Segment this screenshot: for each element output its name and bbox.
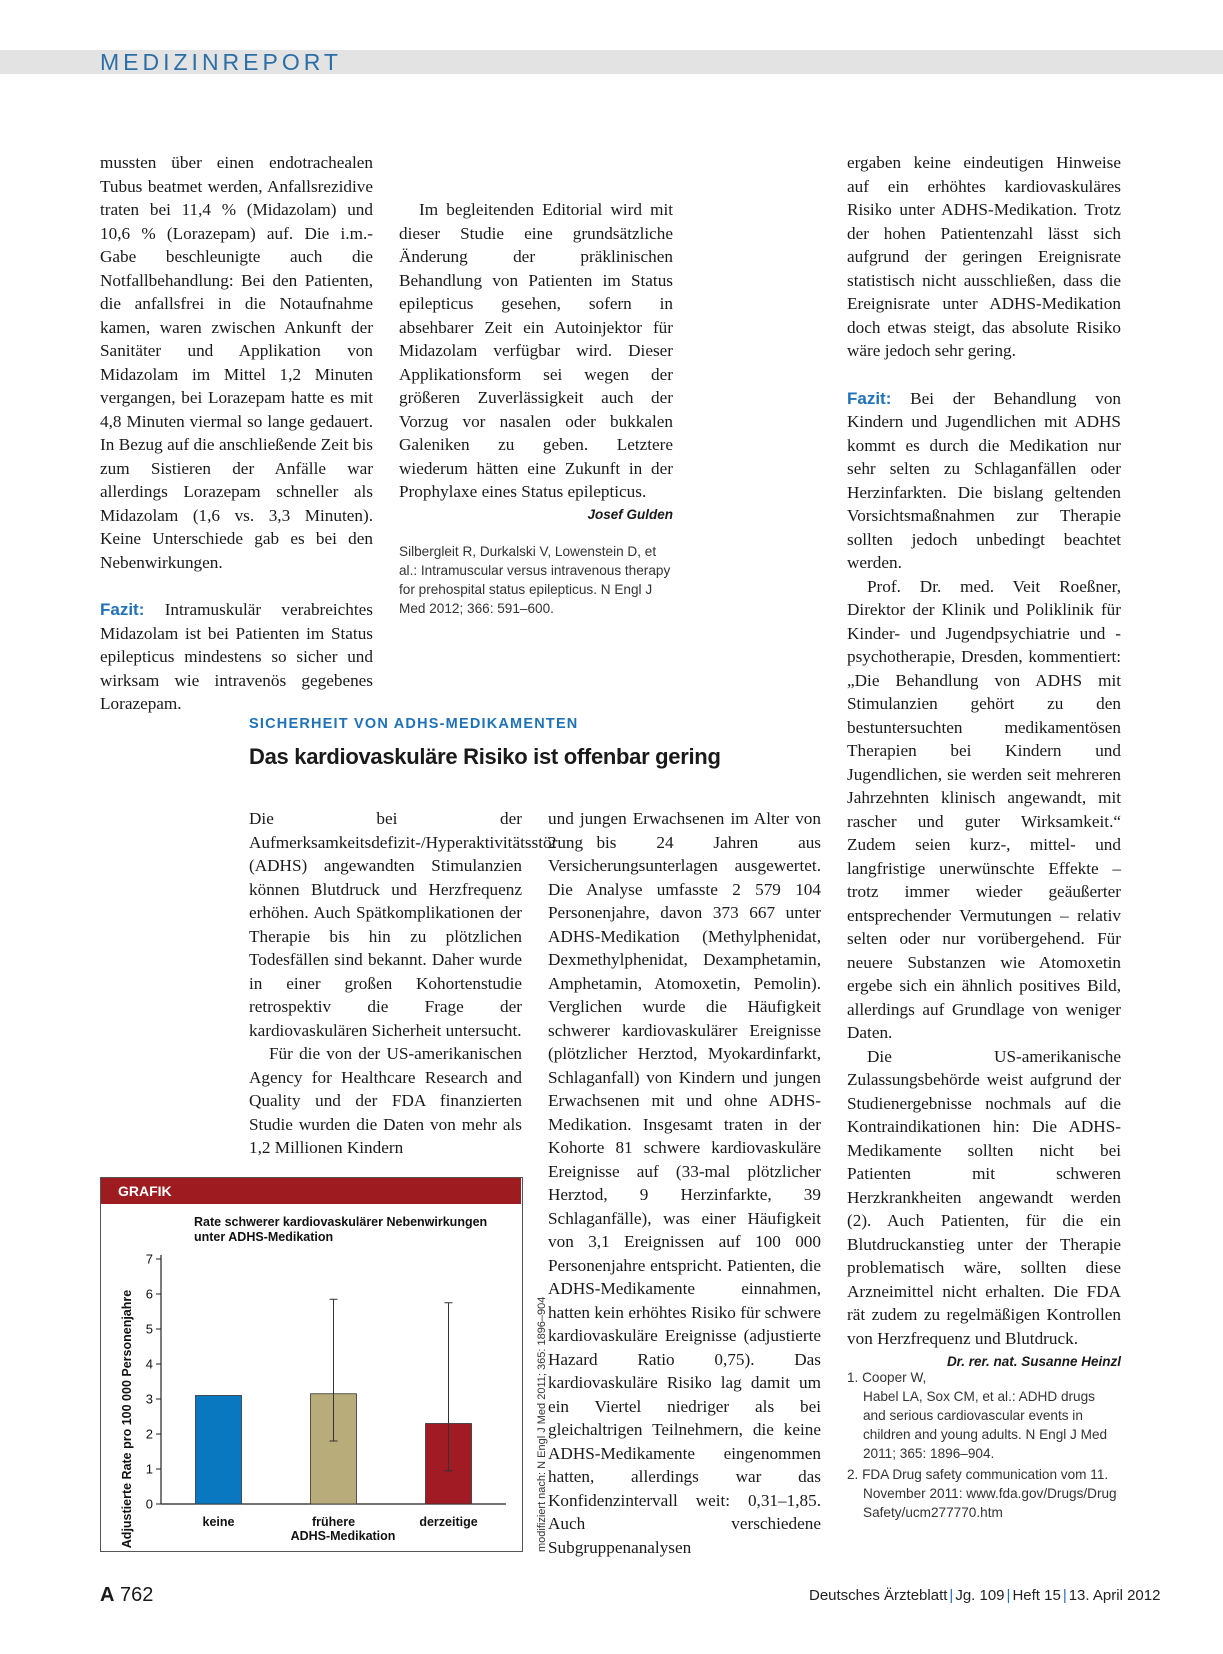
fazit-text: Intramuskulär verabreichtes Midazolam ist bei Patienten im Status epilepticus mindestens so sicher und wirksam wie intravenös gegebenes Lorazepam. [100, 600, 373, 713]
article2-kicker: SICHERHEIT VON ADHS-MEDIKAMENTEN [249, 716, 579, 732]
y-tick-label: 5 [145, 1321, 153, 1337]
category-label: derzeitige [419, 1515, 478, 1529]
article1-column-1 [100, 151, 373, 716]
article2-headline: Das kardiovaskuläre Risiko ist offenbar gering [249, 744, 721, 769]
x-axis-label: ADHS-Medikation [290, 1529, 396, 1543]
article2-results-paragraph: und jungen Erwachsenen im Alter von 2 bis 24 Jahren aus Versicherungsunterlagen ausgewertet. Die Analyse umfasste 2 579 104 Personenjahre, davon 373 667 unter ADHS-Medikation (Methylphenidat, Dexmethylphenidat, Dexamphetamin, Amphetamin, Atomoxetin, Pemolin). Verglichen wurde die Häufigkeit schwerer kardiovaskulärer Ereignisse (plötzlicher Herztod, Myokardinfarkt, Schlaganfall) von Kindern und jungen Erwachsenen mit und ohne ADHS-Medikation. Insgesamt traten in der Kohorte 81 schwere kardiovaskuläre Ereignisse auf (33-mal plötzlicher Herztod, 9 Herzinfarkte, 39 Schlaganfälle), was einer Häufigkeit von 3,1 Ereignissen auf 100 000 Personenjahre entspricht. Patienten, die ADHS-Medikamente einnahmen, hatten kein erhöhtes Risiko für schwere kardiovaskuläre Ereignisse (adjustierte Hazard Ratio 0,75). Das kardiovaskuläre Risiko lag damit um ein Viertel niedriger als bei gleichaltrigen Teilnehmern, die keine ADHS-Medikamente eingenommen hatten, allerdings war das Konfidenzintervall weit: 0,31–1,85. Auch verschiedene Subgruppenanalysen [548, 809, 821, 1557]
article1-author: Josef Gulden [587, 506, 673, 522]
reference-item: 2. FDA Drug safety communication vom 11. November 2011: www.fda.gov/Drugs/Drug Safety/ucm277770.htm [847, 1467, 1117, 1520]
footer-journal-info: Deutsches Ärzteblatt | Jg. 109 | Heft 15 | 13. April 2012 [809, 1587, 1161, 1604]
chart-title-line-2: unter ADHS-Medikation [194, 1230, 334, 1244]
article1-paragraph: mussten über einen endotrachealen Tubus beatmet werden, Anfallsrezidive traten bei 11,4 % (Midazolam) und 10,6 % (Lorazepam) auf. Die i.m.-Gabe beschleunigte auch die Notfallbehandlung: Bei den Patienten, die anfallsfrei in die Notaufnahme kamen, waren zwischen Ankunft der Sanitäter und Applikation von Midazolam im Mittel 1,2 Minuten vergangen, bei Lorazepam hatte es mit 4,8 Minuten viermal so lange gedauert. In Bezug auf die anschließende Zeit bis zum Sistieren der Anfälle war allerdings Lorazepam schneller als Midazolam (1,6 vs. 3,3 Minuten). Keine Unterschiede gab es bei den Nebenwirkungen. [100, 153, 373, 572]
y-tick-label: 1 [145, 1461, 153, 1477]
graphic-label: GRAFIK [101, 1178, 521, 1204]
category-label: frühere [311, 1515, 356, 1529]
article2-fazit [847, 387, 1121, 575]
page-number [100, 1584, 153, 1607]
chart-title-line-1: Rate schwerer kardiovaskulärer Nebenwirkungen [194, 1215, 488, 1229]
article2-column-a [249, 807, 584, 1160]
fda-text: Die US-amerikanische Zulassungsbehörde weist aufgrund der Studienergebnisse nochmals auf die Kontraindikationen hin: Die ADHS-Medikamente sollten nicht bei Patienten mit schweren Herzkrankheiten angewandt werden (2). Auch Patienten, für die ein Blutdruckanstieg unter der Therapie problematisch wäre, sollten diese Arzneimittel nicht erhalten. Die FDA rät zudem zu regelmäßigen Kontrollen von Herzfrequenz und Blutdruck. [847, 1046, 1121, 1348]
bar-chart [101, 1204, 521, 1550]
reference-item: 1. Cooper W, Habel LA, Sox CM, et al.: ADHD drugs and serious cardiovascular events in children and young adults. N Engl J Med 2011; 365: 1896–904. [847, 1370, 1108, 1461]
article2-study-paragraph: Für die von der US-amerikanischen Agency for Healthcare Research and Quality und der FDA finanzierten Studie wurden die Daten von mehr als 1,2 Millionen Kindern [249, 1044, 522, 1157]
bar-1 [196, 1396, 242, 1505]
article2-author: Dr. rer. nat. Susanne Heinzl [946, 1354, 1121, 1369]
article2-fda-paragraph [847, 1045, 1121, 1369]
journal-volume: Jg. 109 [955, 1587, 1005, 1604]
fazit-label: Fazit: [847, 388, 892, 408]
section-title: MEDIZINREPORT [100, 49, 342, 75]
journal-issue: Heft 15 [1012, 1587, 1061, 1604]
article1-reference: Silbergleit R, Durkalski V, Lowenstein D, et al.: Intramuscular versus intravenous therapy for prehospital status epilepticus. N Engl J Med 2012; 366: 591–600. [399, 543, 671, 616]
page-number-value: 762 [120, 1584, 154, 1606]
article2-continued-paragraph: ergaben keine eindeutigen Hinweise auf ein erhöhtes kardiovaskuläres Risiko unter ADHS-Medikation. Trotz der hohen Patientenzahl lässt sich aufgrund der geringen Ereignisrate statistisch nicht ausschließen, dass die Ereignisrate unter ADHS-Medikation doch etwas steigt, das absolute Risiko wäre jedoch sehr gering. [847, 153, 1121, 360]
y-tick-label: 3 [145, 1391, 153, 1407]
fazit-label: Fazit: [100, 600, 145, 619]
y-tick-label: 0 [145, 1496, 153, 1512]
article2-column-b [548, 807, 821, 1559]
article2-intro-paragraph: Die bei der Aufmerksamkeitsdefizit-/Hyperaktivitätsstörung (ADHS) angewandten Stimulanzien können Blutdruck und Herzfrequenz erhöhen. Auch Spätkomplikationen der Therapie bis hin zu plötzlichen Todesfällen sind bekannt. Daher wurde in einer großen Kohortenstudie retrospektiv die Frage der kardiovaskulären Sicherheit untersucht. [249, 809, 584, 1040]
y-tick-label: 6 [145, 1286, 153, 1302]
category-label: keine [202, 1515, 235, 1529]
journal-date: 13. April 2012 [1068, 1587, 1161, 1604]
article1-fazit [100, 598, 373, 716]
article1-editorial-paragraph: Im begleitenden Editorial wird mit dieser Studie eine grundsätzliche Änderung der präklinischen Behandlung von Patienten im Status epilepticus gesehen, sofern in absehbarer Zeit ein Autoinjektor für Midazolam verfügbar wird. Dieser Applikationsform sei wegen der größeren Zuverlässigkeit auch der Vorzug vor nasalen oder bukkalen Galeniken zu geben. Letztere wiederum hätten eine Zukunft in der Prophylaxe eines Status epilepticus. [399, 200, 673, 501]
graphic-credit: modifiziert nach: N Engl J Med 2011; 365: 1896–904 [536, 1296, 548, 1552]
y-axis-label: Adjustierte Rate pro 100 000 Personenjahre [120, 1289, 134, 1549]
y-tick-label: 2 [145, 1426, 153, 1442]
graphic-box [100, 1177, 523, 1552]
y-tick-label: 7 [145, 1251, 153, 1267]
article2-references [847, 1368, 1121, 1522]
article2-comment-paragraph: Prof. Dr. med. Veit Roeßner, Direktor der Klinik und Poliklinik für Kinder- und Jugendpsychiatrie und -psychotherapie, Dresden, kommentiert: „Die Behandlung von ADHS mit Stimulanzien gehört zu den bestuntersuchten medikamentösen Therapien bei Kindern und Jugendlichen, sie werden seit mehreren Jahrzehnten klinisch angewandt, mit rascher und guter Wirksamkeit.“ Zudem seien kurz-, mittel- und langfristige unerwünschte Effekte – trotz immer wieder geäußerter entsprechender Vermutungen – relativ selten oder nur vorübergehend. Für neuere Substanzen wie Atomoxetin ergebe sich ein ähnlich positives Bild, allerdings auf Grundlage von weniger Daten. [847, 576, 1121, 1042]
journal-name: Deutsches Ärzteblatt [809, 1587, 948, 1604]
fazit-text: Bei der Behandlung von Kindern und Jugendlichen mit ADHS kommt es durch die Medikation nur sehr selten zu Schlaganfällen oder Herzinfarkten. Die bislang geltenden Vorsichtsmaßnahmen zur Therapie sollten jedoch unbedingt beachtet werden. [847, 388, 1122, 572]
article1-column-2 [399, 151, 673, 618]
page-prefix: A [100, 1584, 115, 1606]
article2-column-c [847, 151, 1121, 1522]
article1-fazit-continued [399, 151, 673, 198]
y-tick-label: 4 [145, 1356, 153, 1372]
